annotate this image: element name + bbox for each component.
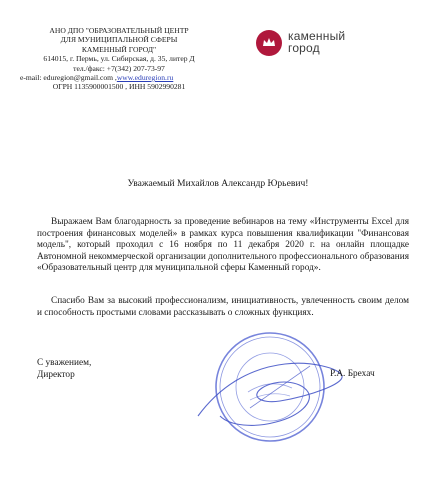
letter-paragraph-thanks: Спасибо Вам за высокий профессионализм, инициативность, увлеченность своим делом и способность простыми словами рассказывать о сложных функциях. (37, 296, 409, 318)
org-contacts (14, 73, 224, 82)
logo-text-line-1: каменный (288, 29, 346, 43)
email-link[interactable]: eduregion@gmail.com (43, 73, 114, 83)
director-signature (190, 346, 350, 436)
closing-regards: С уважением, (37, 358, 92, 368)
org-name-line-3: КАМЕННЫЙ ГОРОД" (81, 44, 157, 54)
org-phone: тел./факс: +7(342) 207-73-97 (73, 63, 165, 73)
letter-closing (37, 357, 91, 381)
logo-text-line-2: город (288, 41, 320, 55)
closing-position: Директор (37, 370, 75, 380)
contacts-separator: , (113, 73, 117, 83)
letter-paragraph-gratitude: Выражаем Вам благодарность за проведение вебинаров на тему «Инструменты Excel для построения финансовых моделей» в рамках курса повышения квалификации "Финансовая модель", который проходил с 16 ноября по 11 декабря 2020 г. на онлайн площадке Автономной некоммерческой организации дополнительного профессионального образования «Образовательный центр для муниципальной сферы Каменный город». (37, 217, 409, 274)
org-name-line-2: ДЛЯ МУНИЦИПАЛЬНОЙ СФЕРЫ (60, 35, 178, 45)
logo-crown-icon (256, 30, 282, 56)
org-address: 614015, г. Пермь, ул. Сибирская, д. 35, литер Д (43, 54, 195, 64)
organization-header (14, 26, 224, 92)
signer-name: Р.А. Брехач (330, 369, 375, 379)
logo-wordmark (288, 30, 345, 54)
logo-mark-icon (256, 30, 282, 56)
email-label: e-mail: (20, 73, 44, 83)
org-registration-ids: ОГРН 1135900001500 , ИНН 5902990281 (52, 82, 186, 92)
website-link[interactable]: www.eduregion.ru (116, 73, 174, 83)
kamenny-gorod-logo (256, 28, 366, 56)
org-name-line-1: АНО ДПО "ОБРАЗОВАТЕЛЬНЫЙ ЦЕНТР (49, 26, 189, 35)
letter-greeting: Уважаемый Михайлов Александр Юрьевич! (127, 178, 309, 189)
